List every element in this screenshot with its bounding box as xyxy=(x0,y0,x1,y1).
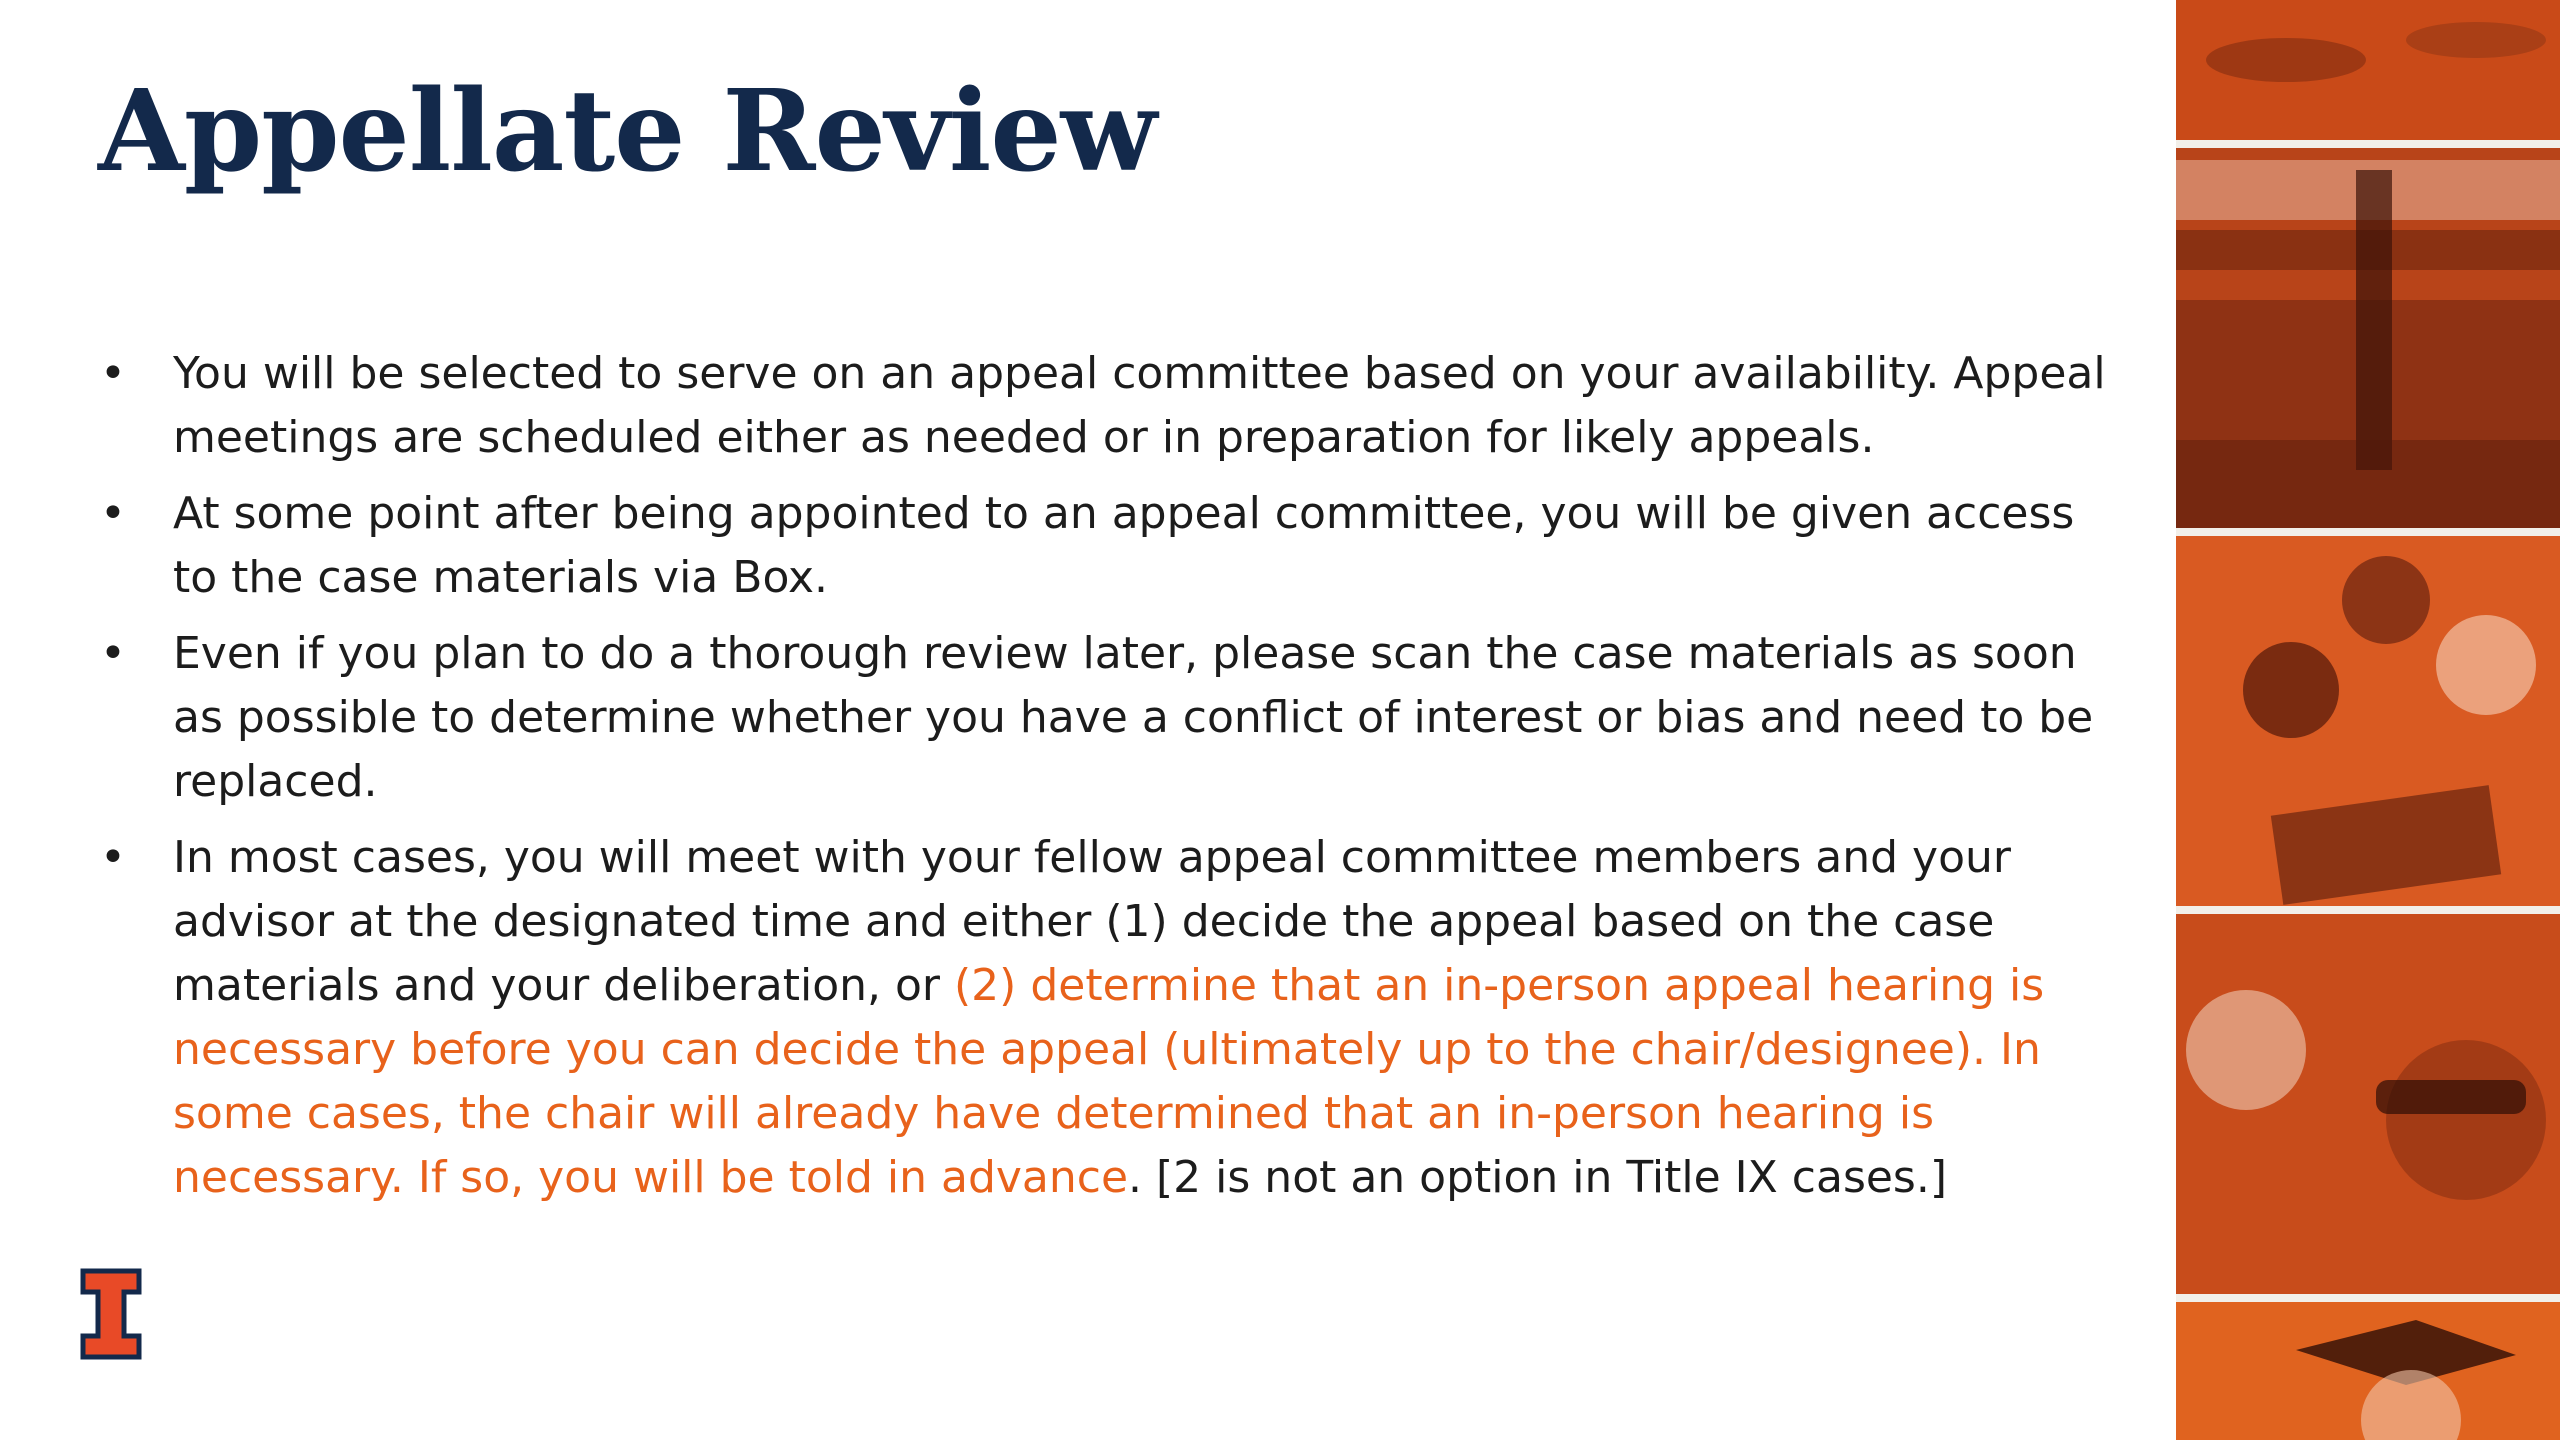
bullet-dot-icon: • xyxy=(100,832,126,883)
bullet-dot-icon: • xyxy=(100,628,126,679)
bullet-dot-icon: • xyxy=(100,488,126,539)
bullet-text: You will be selected to serve on an appeal committee based on your availability. Appeal meetings are scheduled either as needed or in preparation for likely appeals. xyxy=(173,348,2106,463)
bullet-text: Even if you plan to do a thorough review later, please scan the case materials as soon as possible to determine whether you have a conflict of interest or bias and need to be replaced. xyxy=(173,628,2094,807)
bullet-list xyxy=(98,342,2108,1222)
slide-title: Appellate Review xyxy=(98,66,1157,197)
bullet-item xyxy=(98,342,2108,470)
bullet-text: At some point after being appointed to an appeal committee, you will be given access to the case materials via Box. xyxy=(173,488,2075,603)
bullet-item xyxy=(98,482,2108,610)
bullet-dot-icon: • xyxy=(100,348,126,399)
campus-photo-collage-icon xyxy=(2176,0,2560,1440)
block-i-logo-icon xyxy=(80,1268,142,1360)
bullet-text-plain: In most cases, you will meet with your fellow appeal committee members and your advisor at the designated time and either (1) decide the appeal based on the case materials and your deliberation, or xyxy=(173,832,2011,1011)
bullet-item xyxy=(98,826,2108,1210)
bullet-item xyxy=(98,622,2108,814)
bullet-text-plain-end: . [2 is not an option in Title IX cases.] xyxy=(1128,1152,1948,1203)
bullet-text-highlight: (2) determine that an in-person appeal hearing is necessary before you can decide the appeal (ultimately up to the chair/designee). In some cases, the chair will already have determined that an in-person hearing is necessary. If so, you will be told in advance xyxy=(173,960,2045,1203)
